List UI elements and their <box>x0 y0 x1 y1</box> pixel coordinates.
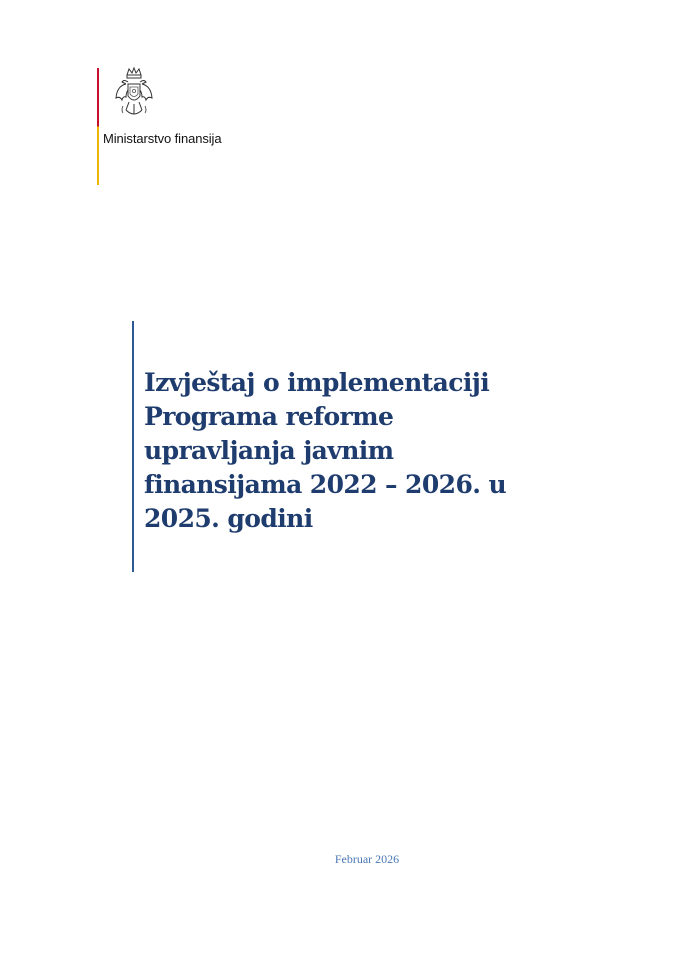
report-title-line: upravljanja javnim <box>144 436 394 465</box>
report-title <box>144 366 564 536</box>
report-title-line: 2025. godini <box>144 504 313 533</box>
report-title-line: Programa reforme <box>144 402 394 431</box>
flag-color-bar <box>97 68 99 185</box>
coat-of-arms-icon <box>114 66 154 122</box>
publication-date: Februar 2026 <box>334 852 400 866</box>
ministry-name: Ministarstvo finansija <box>103 131 222 146</box>
report-title-line: finansijama 2022 – 2026. u <box>144 470 507 499</box>
title-accent-rule <box>132 321 134 572</box>
report-title-line: Izvještaj o implementaciji <box>144 368 490 397</box>
